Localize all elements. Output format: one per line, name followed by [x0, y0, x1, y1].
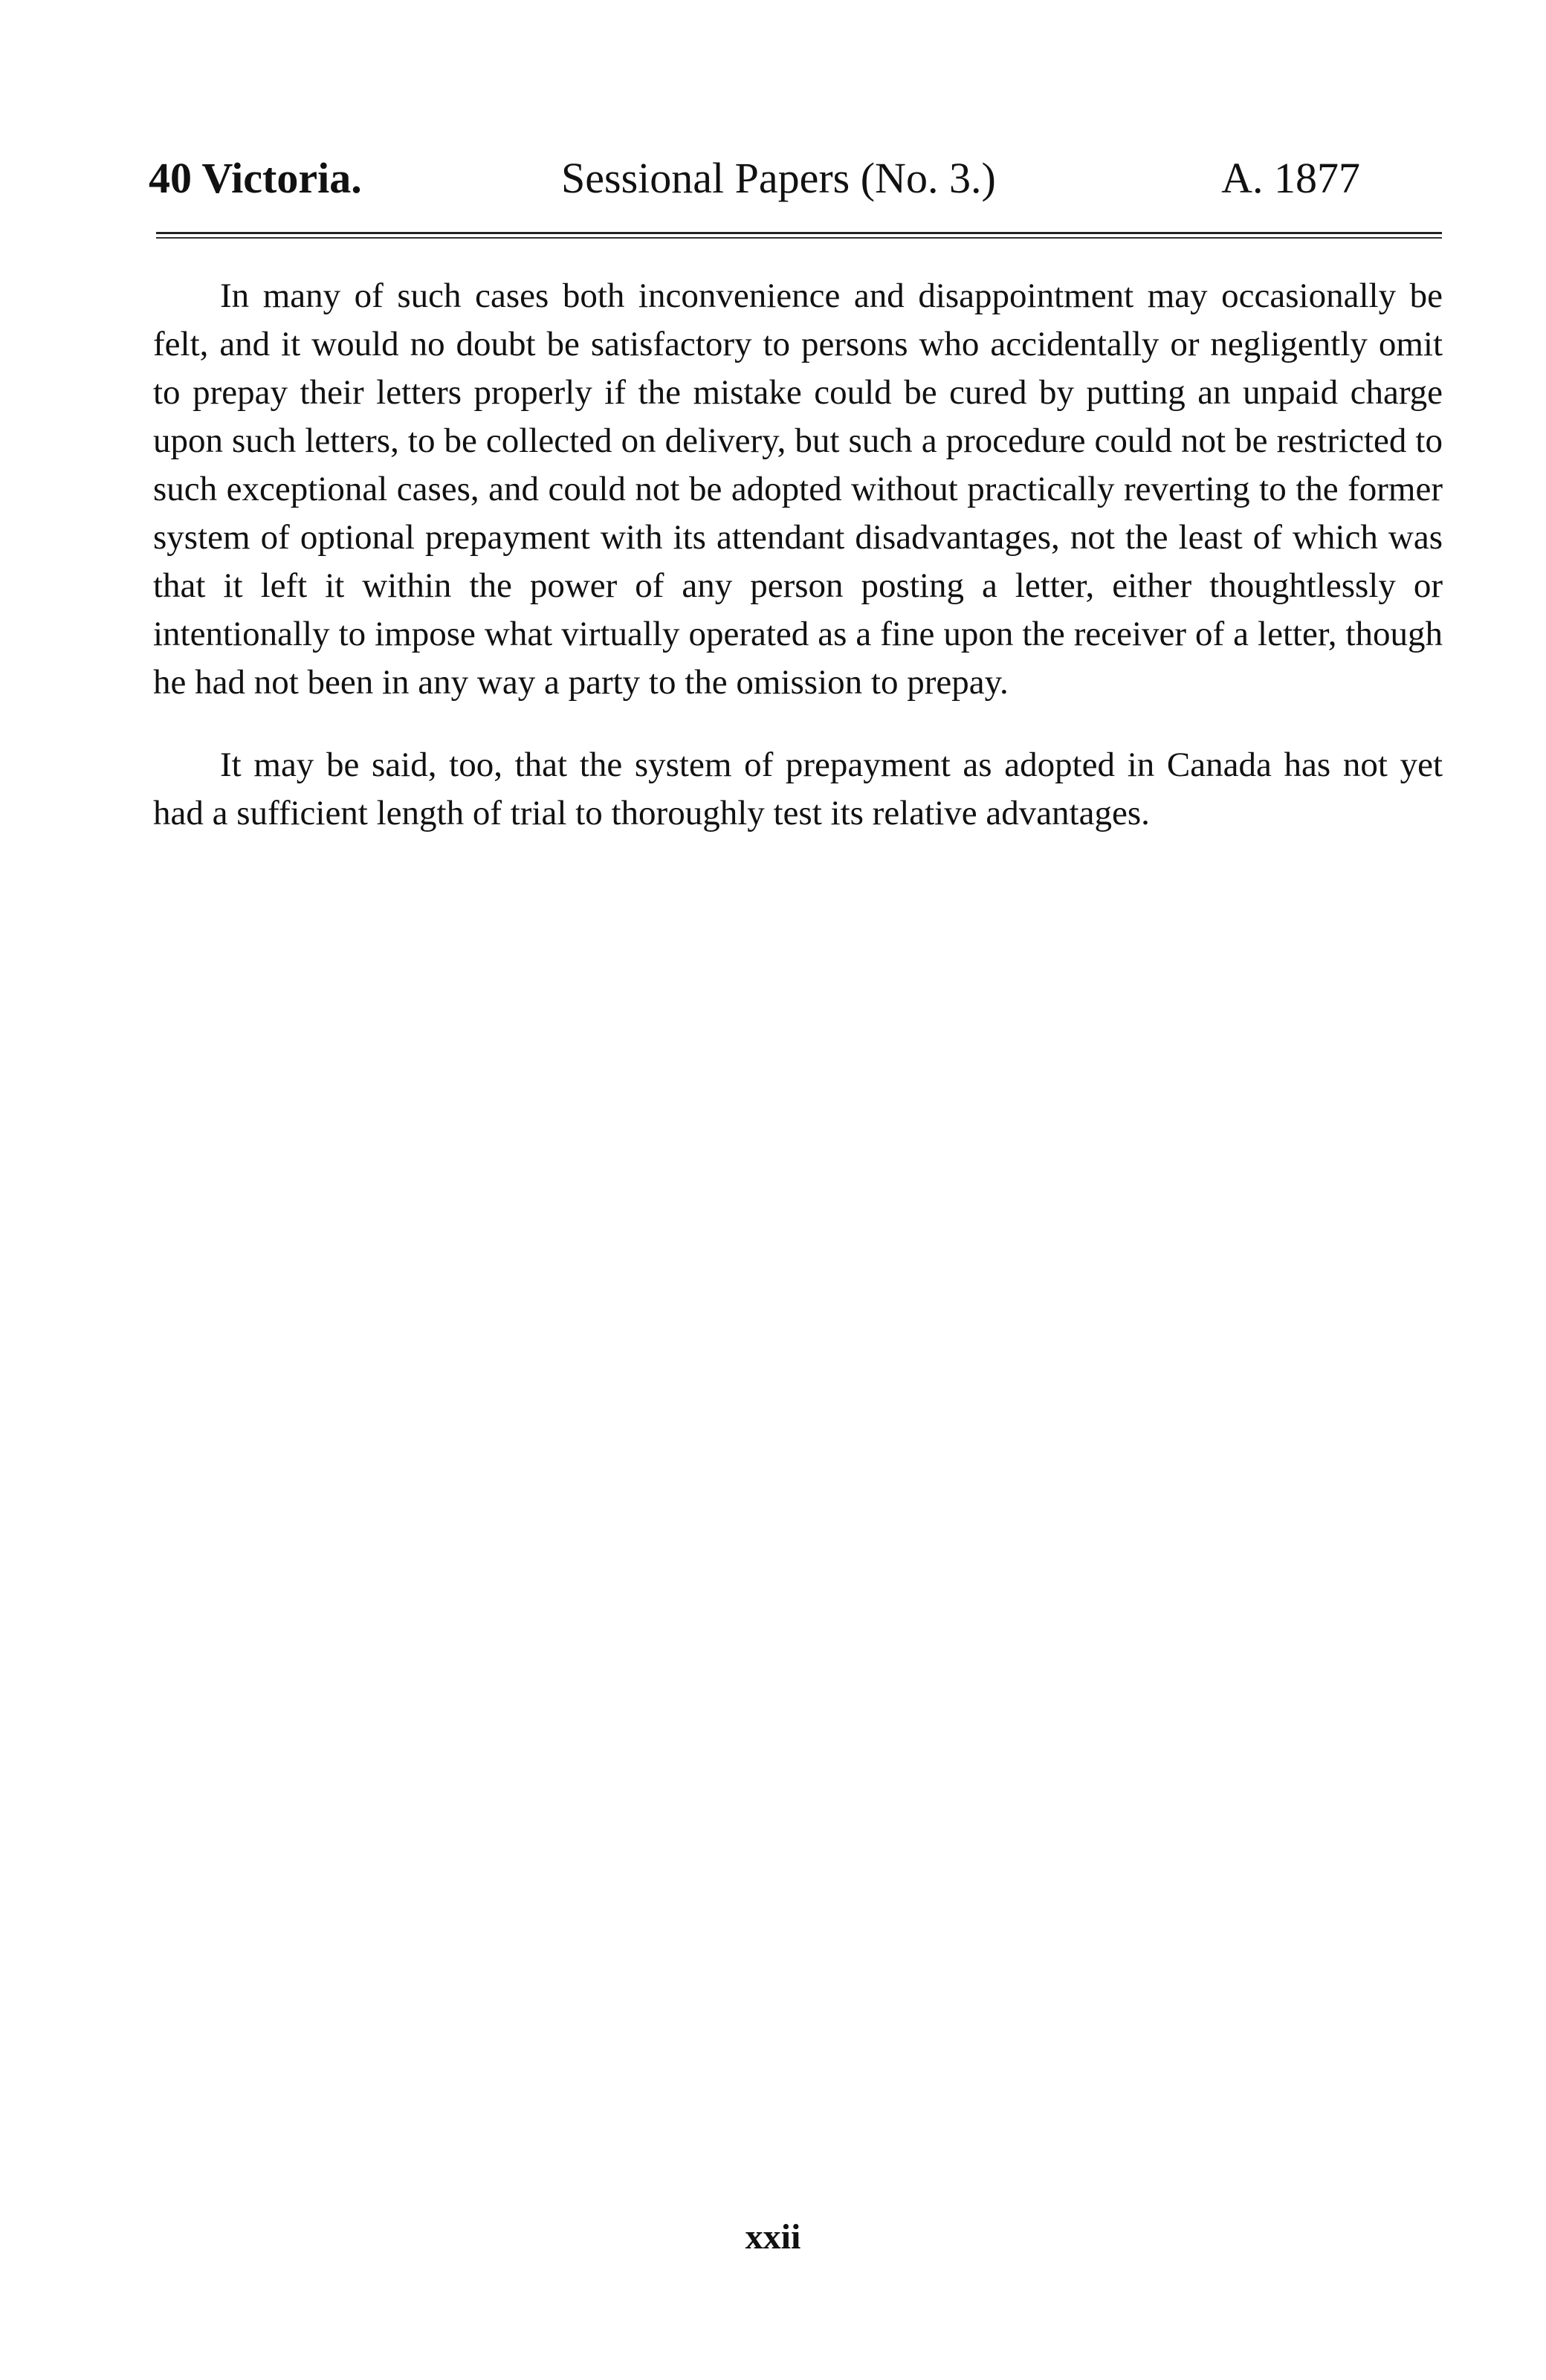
header-double-rule: [156, 232, 1442, 242]
body-text: [153, 272, 1443, 838]
header-rule-bottom: [156, 237, 1442, 239]
header-title: Sessional Papers (No. 3.): [561, 154, 996, 202]
page-number: xxii: [745, 2217, 801, 2257]
paragraph-2: It may be said, too, that the system of prepayment as adopted in Canada has not yet had a sufficient length of trial to thoroughly test its relative advantages.: [153, 746, 1443, 832]
running-header: [149, 149, 1412, 216]
header-rule-top: [156, 232, 1442, 234]
header-year: A. 1877: [1221, 154, 1360, 202]
header-regnal-year: 40 Victoria.: [149, 154, 362, 202]
paragraph-1: In many of such cases both inconvenience and disappointment may occasionally be felt, and it would no doubt be satisfactory to persons who accidentally or negligently omit to prepay their letters properly if the mistake could be cured by putting an unpaid charge upon such letters, to be collected on delivery, but such a procedure could not be restricted to such exceptional cases, and could not be adopted without practically reverting to the former system of optional prepayment with its attendant disadvantages, not the least of which was that it left it within the power of any person posting a letter, either thoughtlessly or intentionally to impose what virtually operated as a fine upon the receiver of a letter, though he had not been in any way a party to the omission to prepay.: [153, 277, 1443, 702]
